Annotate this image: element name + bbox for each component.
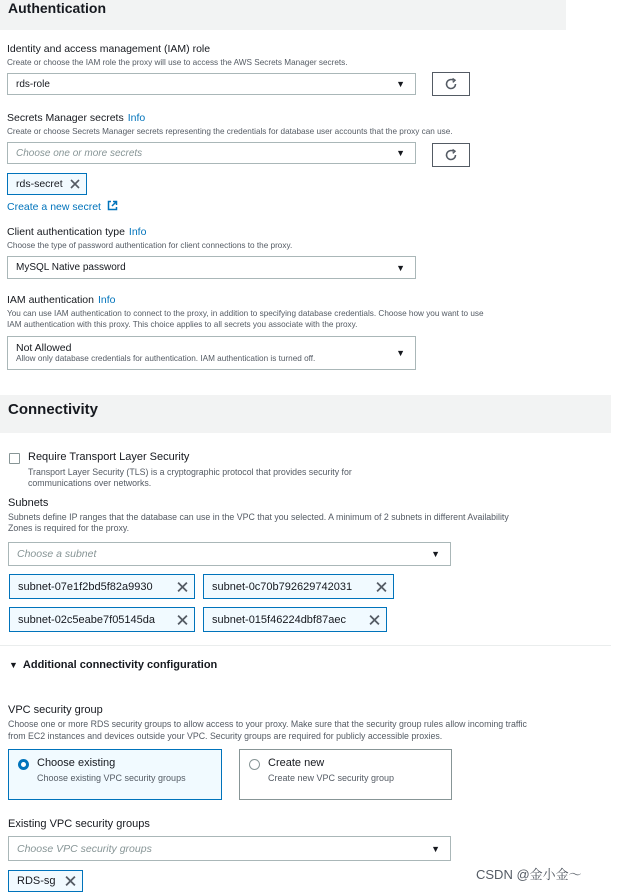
subnet-token: [9, 607, 195, 632]
iam-role-description: Create or choose the IAM role the proxy will use to access the AWS Secrets Manager secrets.: [7, 58, 348, 67]
subnet-token-label: subnet-0c70b792629742031: [212, 580, 353, 593]
subnet-token: [203, 574, 394, 599]
secret-token: [7, 173, 87, 195]
secrets-select[interactable]: [7, 142, 416, 164]
iam-role-refresh-button[interactable]: [432, 72, 470, 96]
iam-auth-info-link[interactable]: Info: [97, 294, 116, 306]
subnet-token: [9, 574, 195, 599]
watermark: CSDN @金小金～: [476, 867, 582, 882]
tls-description-2: communications over networks.: [28, 478, 152, 488]
remove-icon[interactable]: [376, 581, 387, 592]
client-auth-description: Choose the type of password authentication for client connections to the proxy.: [7, 241, 293, 250]
caret-down-icon: ▼: [396, 262, 405, 273]
iam-role-select[interactable]: [7, 73, 416, 95]
client-auth-label: Client authentication type: [7, 226, 125, 238]
create-new-description: Create new VPC security group: [268, 773, 395, 783]
remove-icon[interactable]: [177, 614, 188, 625]
tls-description-1: Transport Layer Security (TLS) is a cryptographic protocol that provides security for: [28, 467, 352, 477]
refresh-icon: [444, 77, 458, 91]
remove-icon[interactable]: [177, 581, 188, 592]
existing-sg-placeholder: Choose VPC security groups: [17, 842, 152, 855]
existing-sg-select[interactable]: [8, 836, 451, 861]
tls-checkbox[interactable]: [9, 453, 20, 464]
iam-role-label: Identity and access management (IAM) role: [7, 43, 211, 55]
client-auth-value: MySQL Native password: [16, 262, 126, 273]
caret-down-icon: ▼: [396, 79, 405, 89]
iam-auth-label: IAM authentication: [7, 294, 94, 306]
subnets-label: Subnets: [8, 497, 49, 509]
caret-down-icon: ▼: [431, 549, 440, 559]
subnets-select[interactable]: [8, 542, 451, 566]
secrets-placeholder: Choose one or more secrets: [16, 147, 143, 159]
choose-existing-title: Choose existing: [37, 757, 116, 769]
iam-role-value: rds-role: [16, 78, 50, 90]
secrets-refresh-button[interactable]: [432, 143, 470, 167]
iam-auth-select[interactable]: [7, 336, 416, 370]
caret-down-icon: ▼: [396, 348, 405, 358]
secrets-info-link[interactable]: Info: [127, 112, 146, 124]
subnet-token-label: subnet-015f46224dbf87aec: [212, 613, 346, 626]
caret-down-icon: ▼: [9, 660, 18, 670]
authentication-title: Authentication: [8, 0, 106, 16]
security-group-token: [8, 870, 83, 892]
subnets-description-2: Zones is required for the proxy.: [8, 523, 130, 533]
choose-existing-radio[interactable]: [18, 759, 29, 770]
additional-connectivity-toggle[interactable]: [9, 659, 217, 671]
tls-label: Require Transport Layer Security: [28, 451, 190, 463]
external-link-icon: [107, 200, 118, 211]
vpc-sg-description-2: from EC2 instances and devices outside your VPC. Security groups are required for publicly accessible proxies.: [8, 731, 443, 741]
client-auth-select[interactable]: [7, 256, 416, 279]
remove-icon[interactable]: [369, 614, 380, 625]
choose-existing-description: Choose existing VPC security groups: [37, 773, 186, 783]
subnets-description-1: Subnets define IP ranges that the database can use in the VPC that you selected. A minimum of 2 subnets in different Availability: [8, 512, 509, 522]
subnets-placeholder: Choose a subnet: [17, 548, 97, 560]
create-new-title: Create new: [268, 757, 325, 769]
choose-existing-tile[interactable]: [8, 749, 222, 800]
authentication-header: [0, 0, 566, 30]
client-auth-label-row: [7, 226, 146, 238]
caret-down-icon: ▼: [396, 148, 405, 158]
refresh-icon: [444, 148, 458, 162]
secrets-label-row: [7, 112, 145, 124]
vpc-sg-description-1: Choose one or more RDS security groups to allow access to your proxy. Make sure that the security group rules allow incoming traffic: [8, 719, 527, 729]
create-secret-link-label: Create a new secret: [7, 201, 101, 213]
divider: [0, 645, 611, 646]
iam-auth-description-2: IAM authentication with this proxy. This choice applies to all secrets you associate with the proxy.: [7, 320, 358, 329]
subnet-token-label: subnet-07e1f2bd5f82a9930: [18, 580, 153, 593]
client-auth-info-link[interactable]: Info: [128, 226, 147, 238]
secrets-label: Secrets Manager secrets: [7, 112, 124, 124]
create-secret-link[interactable]: [7, 197, 118, 215]
security-group-token-label: RDS-sg: [17, 875, 56, 887]
connectivity-title: Connectivity: [8, 401, 99, 418]
connectivity-header: [0, 395, 611, 433]
create-new-radio[interactable]: [249, 759, 260, 770]
existing-sg-label: Existing VPC security groups: [8, 818, 150, 830]
subnet-token-label: subnet-02c5eabe7f05145da: [18, 613, 156, 626]
iam-auth-label-row: [7, 294, 115, 306]
vpc-sg-label: VPC security group: [8, 704, 103, 716]
secrets-description: Create or choose Secrets Manager secrets representing the credentials for database user accounts that the proxy can use.: [7, 127, 453, 136]
iam-auth-value-description: Allow only database credentials for authentication. IAM authentication is turned off.: [16, 354, 316, 363]
remove-icon[interactable]: [65, 876, 76, 887]
iam-auth-description-1: You can use IAM authentication to connect to the proxy, in addition to specifying database credentials. Choose how you want to use: [7, 309, 484, 318]
additional-connectivity-label: Additional connectivity configuration: [22, 659, 218, 671]
remove-icon[interactable]: [70, 179, 80, 189]
iam-auth-value: Not Allowed: [16, 342, 72, 354]
caret-down-icon: ▼: [431, 843, 440, 854]
subnet-token: [203, 607, 387, 632]
secret-token-label: rds-secret: [16, 178, 63, 190]
create-new-tile[interactable]: [239, 749, 452, 800]
